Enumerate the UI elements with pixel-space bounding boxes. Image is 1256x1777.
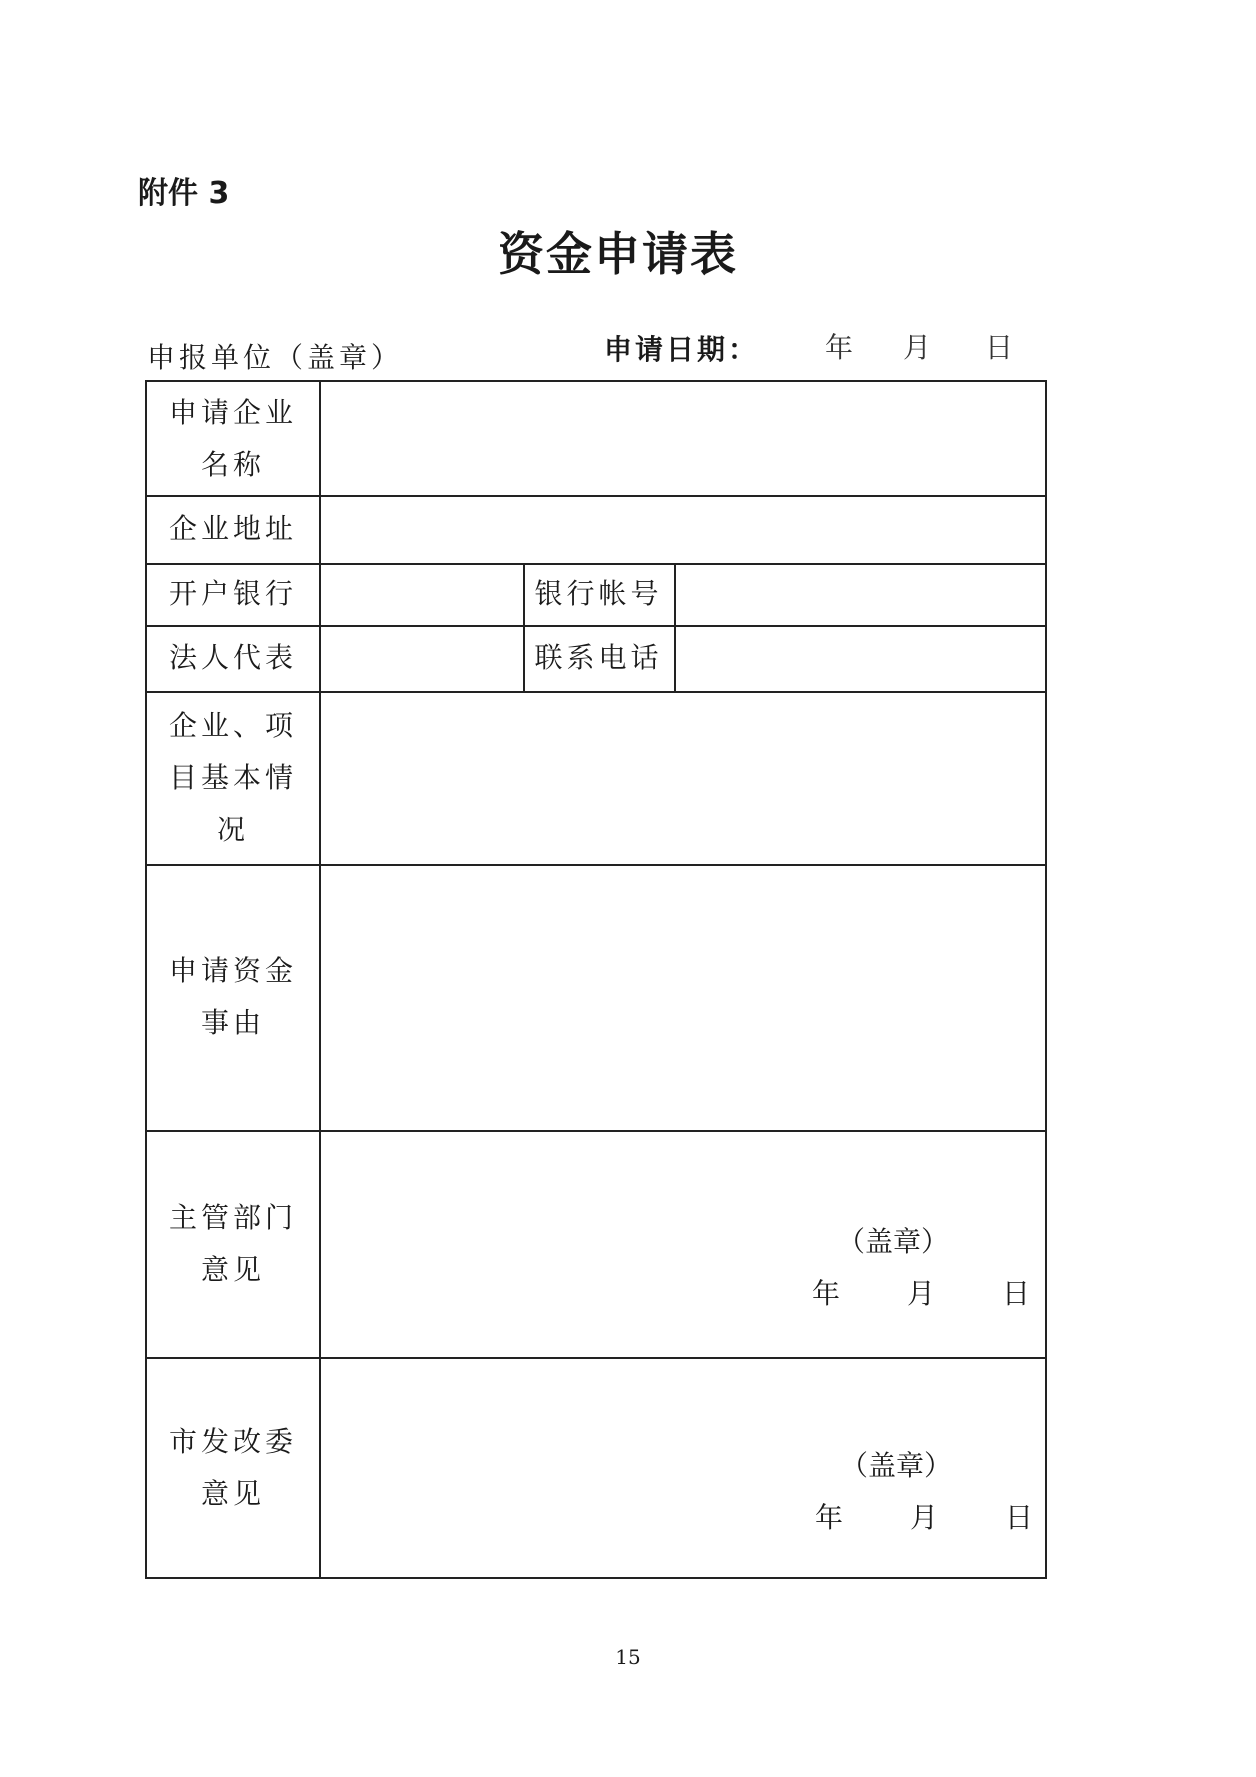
attachment-label: 附件 3: [138, 176, 230, 211]
label-reason: 申请资金事由: [168, 954, 297, 1039]
phone-field[interactable]: [676, 625, 1045, 691]
page-title: 资金申请表: [498, 227, 738, 281]
dept-date-month: 月: [907, 1277, 936, 1310]
label-legal-rep: 法人代表: [168, 641, 297, 674]
bank-account-field[interactable]: [676, 563, 1045, 625]
dept-date-year: 年: [812, 1277, 841, 1310]
date-month: 月: [903, 331, 932, 364]
label-bank-account: 银行帐号: [534, 577, 663, 610]
bank-field[interactable]: [321, 563, 523, 625]
label-dept-opinion: 主管部门意见: [168, 1200, 297, 1286]
dept-seal-label: （盖章）: [837, 1225, 950, 1258]
ndrc-date-day: 日: [1005, 1501, 1034, 1534]
basic-info-field[interactable]: [321, 691, 1045, 864]
company-address-field[interactable]: [321, 495, 1045, 563]
company-name-field[interactable]: [321, 382, 1045, 495]
ndrc-date-month: 月: [910, 1501, 939, 1534]
label-ndrc-opinion: 市发改委意见: [168, 1425, 297, 1510]
page-number: 15: [615, 1645, 641, 1669]
application-form-table: [145, 380, 1047, 1579]
apply-date-label: 申请日期：: [604, 333, 760, 366]
ndrc-date-year: 年: [815, 1501, 844, 1534]
label-basic-info: 企业、项目基本情况: [168, 708, 297, 846]
applicant-unit-label: 申报单位（盖章）: [147, 341, 404, 374]
label-bank: 开户银行: [168, 577, 297, 610]
legal-rep-field[interactable]: [321, 625, 523, 691]
ndrc-seal-label: （盖章）: [840, 1449, 953, 1482]
label-phone: 联系电话: [534, 641, 663, 674]
label-company-address: 企业地址: [168, 512, 297, 545]
reason-field[interactable]: [321, 864, 1045, 1130]
label-company-name: 申请企业名称: [168, 395, 297, 481]
dept-date-day: 日: [1002, 1277, 1031, 1310]
date-day: 日: [985, 331, 1014, 364]
date-year: 年: [825, 331, 854, 364]
